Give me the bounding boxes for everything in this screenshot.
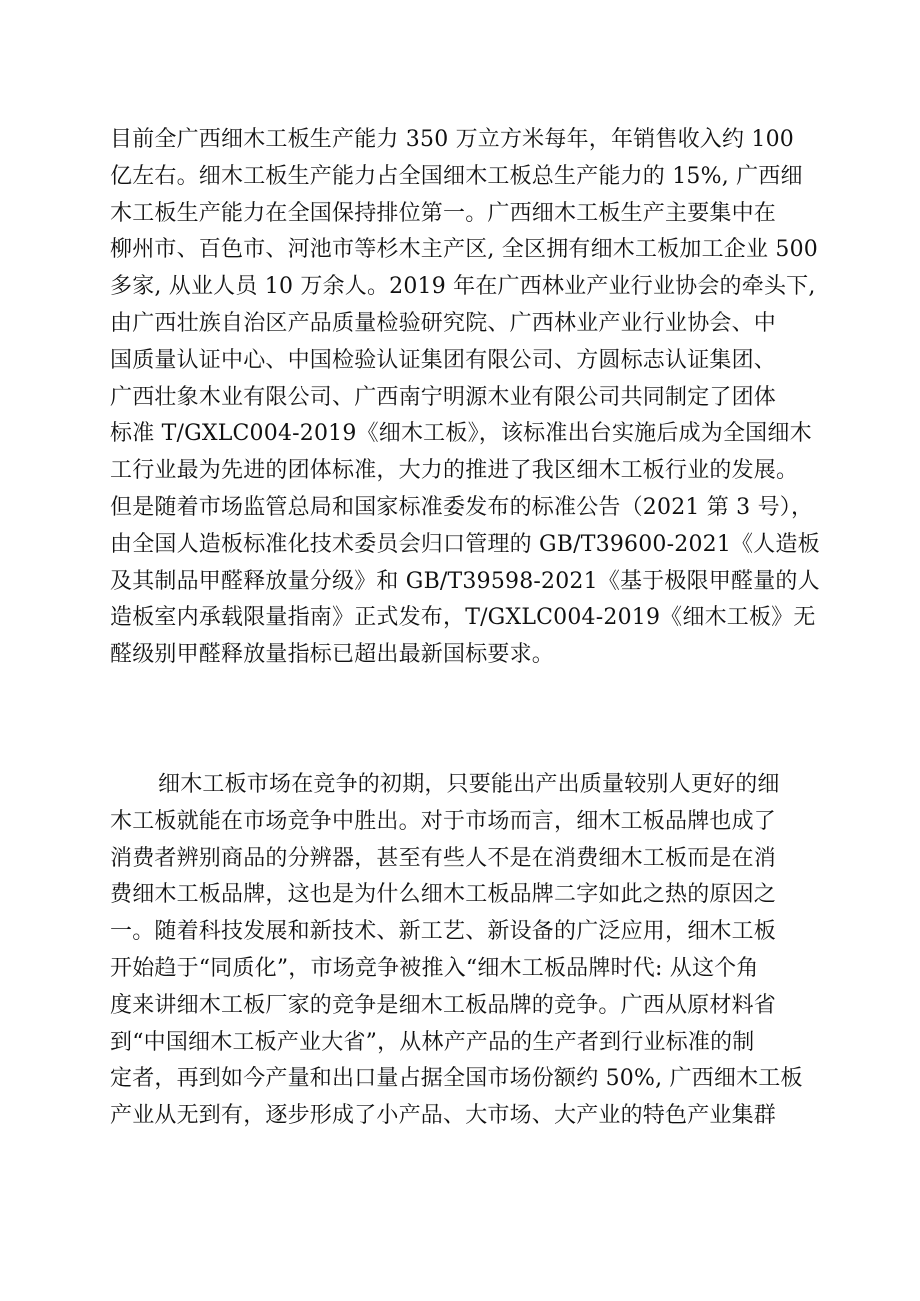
paragraph-line: 工行业最为先进的团体标准，大力的推进了我区细木工板行业的发展。 <box>110 458 799 484</box>
paragraph-2 <box>110 767 810 1135</box>
paragraph-line: 到“中国细木工板产业大省”，从林产产品的生产者到行业标准的制 <box>110 1029 755 1055</box>
paragraph-line: 由全国人造板标准化技术委员会归口管理的 GB/T39600-2021《人造板 <box>110 531 820 557</box>
paragraph-line: 多家, 从业人员 10 万余人。2019 年在广西林业产业行业协会的牵头下, <box>110 274 816 300</box>
paragraph-line: 柳州市、百色市、河池市等杉木主产区, 全区拥有细木工板加工企业 500 <box>110 237 818 263</box>
paragraph-1 <box>110 122 820 674</box>
paragraph-line-indented: 细木工板市场在竞争的初期，只要能出产出质量较别人更好的细 <box>158 772 780 797</box>
paragraph-line: 木工板生产能力在全国保持排位第一。广西细木工板生产主要集中在 <box>110 200 777 226</box>
paragraph-line: 一。随着科技发展和新技术、新工艺、新设备的广泛应用，细木工板 <box>110 919 777 945</box>
paragraph-line: 木工板就能在市场竞争中胜出。对于市场而言，细木工板品牌也成了 <box>110 808 777 834</box>
paragraph-line: 国质量认证中心、中国检验认证集团有限公司、方圆标志认证集团、 <box>110 347 777 373</box>
paragraph-line: 及其制品甲醛释放量分级》和 GB/T39598-2021《基于极限甲醛量的人 <box>110 568 820 594</box>
paragraph-line: 定者，再到如今产量和出口量占据全国市场份额约 50%, 广西细木工板 <box>110 1066 803 1092</box>
paragraph-line: 费细木工板品牌，这也是为什么细木工板品牌二字如此之热的原因之 <box>110 882 777 908</box>
paragraph-line: 广西壮象木业有限公司、广西南宁明源木业有限公司共同制定了团体 <box>110 384 777 410</box>
paragraph-line: 度来讲细木工板厂家的竞争是细木工板品牌的竞争。广西从原材料省 <box>110 992 777 1018</box>
paragraph-line: 醛级别甲醛释放量指标已超出最新国标要求。 <box>110 642 555 668</box>
paragraph-line: 由广西壮族自治区产品质量检验研究院、广西林业产业行业协会、中 <box>110 310 777 336</box>
paragraph-line: 产业从无到有，逐步形成了小产品、大市场、大产业的特色产业集群 <box>110 1103 777 1129</box>
paragraph-line: 但是随着市场监管总局和国家标准委发布的标准公告（2021 第 3 号）， <box>110 494 814 520</box>
paragraph-line: 消费者辨别商品的分辨器，甚至有些人不是在消费细木工板而是在消 <box>110 845 777 871</box>
paragraph-line: 亿左右。细木工板生产能力占全国细木工板总生产能力的 15%, 广西细 <box>110 163 803 189</box>
paragraph-line: 标准 T/GXLC004-2019《细木工板》，该标准出台实施后成为全国细木 <box>110 421 812 447</box>
paragraph-line: 开始趋于“同质化”，市场竞争被推入“细木工板品牌时代: 从这个角 <box>110 955 759 981</box>
paragraph-line: 造板室内承载限量指南》正式发布，T/GXLC004-2019《细木工板》无 <box>110 605 816 631</box>
paragraph-line: 目前全广西细木工板生产能力 350 万立方米每年，年销售收入约 100 <box>110 127 794 152</box>
